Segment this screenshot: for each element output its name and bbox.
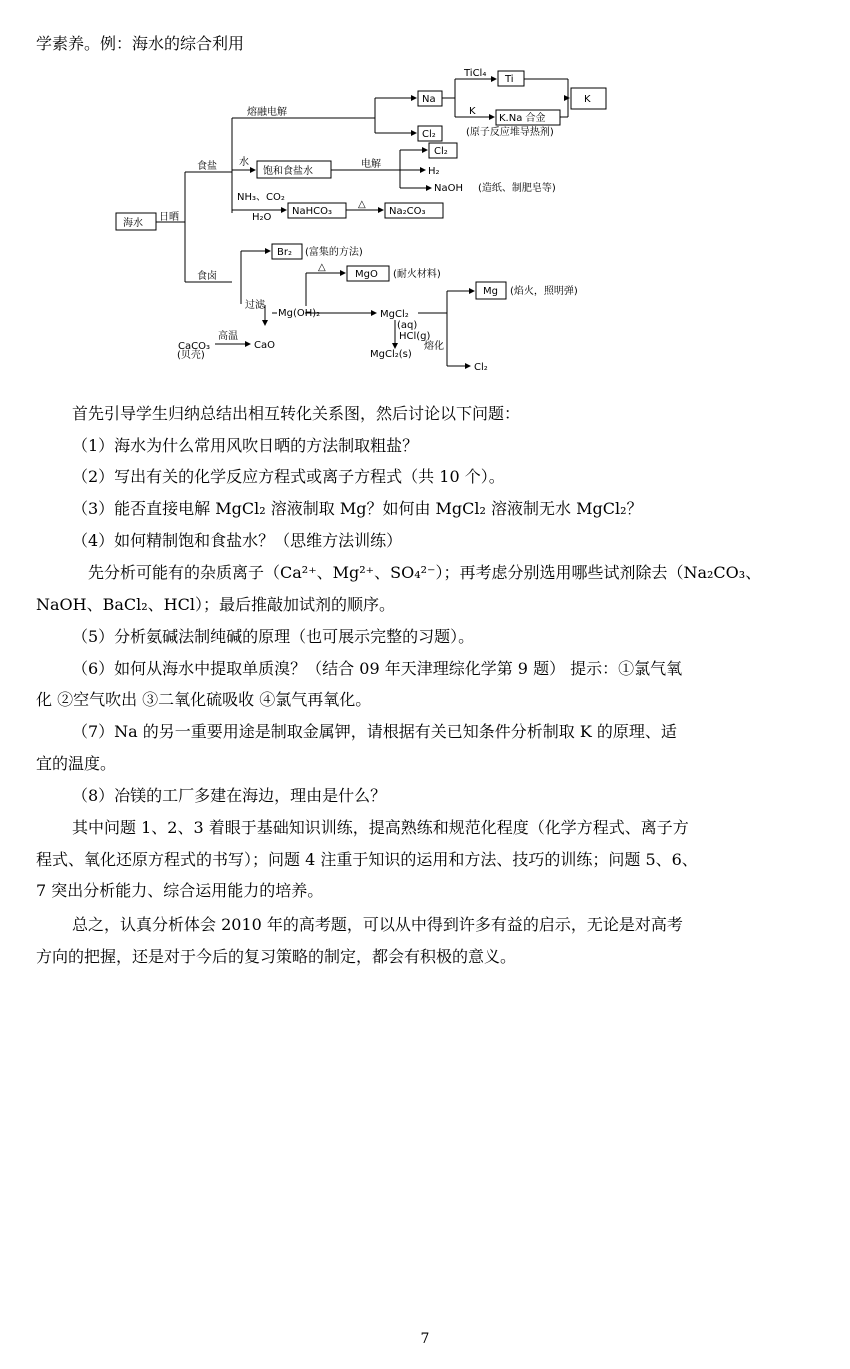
page-number: 7 bbox=[420, 1331, 430, 1347]
body-line-12: 宜的温度。 bbox=[36, 754, 117, 773]
intro-text: 学素养。例：海水的综合利用 bbox=[36, 34, 245, 53]
body-line-14: 其中问题 1、2、3 着眼于基础知识训练，提高熟练和规范化程度（化学方程式、离子方 bbox=[72, 818, 689, 837]
body-line-10: 化 ②空气吹出 ③二氧化硫吸收 ④氯气再氧化。 bbox=[36, 690, 372, 709]
mgcl2-aq-label: MgCl₂ bbox=[380, 309, 409, 320]
sun-dry-label: 日晒 bbox=[159, 212, 179, 223]
seawater-utilization-diagram bbox=[0, 0, 850, 400]
cl2-label: Cl₂ bbox=[422, 129, 436, 140]
nh3-co2-label: NH₃、CO₂ bbox=[237, 192, 285, 203]
high-temp-label: 高温 bbox=[218, 331, 238, 342]
sat-brine-label: 饱和食盐水 bbox=[263, 166, 313, 177]
k-label: K bbox=[469, 106, 476, 117]
body-line-5: （4）如何精制饱和食盐水？（思维方法训练） bbox=[72, 531, 403, 550]
kna-note-label: (原子反应堆导热剂) bbox=[466, 127, 554, 138]
cl2c-label: Cl₂ bbox=[474, 362, 488, 373]
br2-note-label: (富集的方法) bbox=[305, 247, 363, 258]
na-label: Na bbox=[422, 94, 436, 105]
heat2-label: △ bbox=[318, 262, 326, 273]
br2-label: Br₂ bbox=[277, 247, 292, 258]
mg-label: Mg bbox=[483, 286, 498, 297]
melt-label: 熔化 bbox=[424, 341, 444, 352]
h2o-label: H₂O bbox=[252, 212, 272, 223]
body-line-7: NaOH、BaCl₂、HCl）；最后推敲加试剂的顺序。 bbox=[36, 595, 395, 614]
body-line-3: （2）写出有关的化学反应方程式或离子方程式（共 10 个）。 bbox=[72, 467, 505, 486]
body-line-1: 首先引导学生归纳总结出相互转化关系图，然后讨论以下问题： bbox=[72, 404, 521, 423]
heat-label: △ bbox=[358, 199, 366, 210]
body-line-6: 先分析可能有的杂质离子（Ca²⁺、Mg²⁺、SO₄²⁻）；再考虑分别选用哪些试剂除去（Na₂CO₃、 bbox=[88, 563, 762, 582]
cl2b-label: Cl₂ bbox=[434, 146, 448, 157]
na2co3-label: Na₂CO₃ bbox=[389, 206, 426, 217]
body-line-17: 总之，认真分析体会 2010 年的高考题，可以从中得到许多有益的启示，无论是对高考 bbox=[72, 915, 683, 934]
naoh-note-label: (造纸、制肥皂等) bbox=[478, 183, 556, 194]
k-box-label: K bbox=[584, 94, 591, 105]
caco3-label: CaCO₃ bbox=[178, 341, 210, 352]
body-line-18: 方向的把握，还是对于今后的复习策略的制定，都会有积极的意义。 bbox=[36, 947, 517, 966]
brine-label: 食卤 bbox=[197, 271, 217, 282]
seawater-label: 海水 bbox=[123, 218, 143, 229]
mgoh2-label: Mg(OH)₂ bbox=[278, 308, 321, 319]
naoh-label: NaOH bbox=[434, 183, 463, 194]
nahco3-label: NaHCO₃ bbox=[292, 206, 332, 217]
aq-label: (aq) bbox=[397, 320, 418, 331]
mgcl2-s-label: MgCl₂(s) bbox=[370, 349, 412, 360]
salt-label: 食盐 bbox=[197, 161, 217, 172]
body-line-13: （8）冶镁的工厂多建在海边，理由是什么？ bbox=[72, 786, 387, 805]
mgo-label: MgO bbox=[355, 269, 378, 280]
ti-label: Ti bbox=[505, 74, 514, 85]
mgo-note-label: (耐火材料) bbox=[393, 269, 441, 280]
body-line-8: （5）分析氨碱法制纯碱的原理（也可展示完整的习题）。 bbox=[72, 627, 475, 646]
ticl4-label: TiCl₄ bbox=[464, 68, 487, 79]
body-line-11: （7）Na 的另一重要用途是制取金属钾，请根据有关已知条件分析制取 K 的原理、适 bbox=[72, 722, 677, 741]
body-line-2: （1）海水为什么常用风吹日晒的方法制取粗盐？ bbox=[72, 436, 419, 455]
h2-label: H₂ bbox=[428, 166, 440, 177]
water-label: 水 bbox=[239, 157, 249, 168]
electrolysis-melt-label: 熔融电解 bbox=[247, 107, 287, 118]
electrolysis-label: 电解 bbox=[361, 159, 381, 170]
body-line-15: 程式、氧化还原方程式的书写）；问题 4 注重于知识的运用和方法、技巧的训练；问题 5、6、 bbox=[36, 850, 698, 869]
filter-label: 过滤 bbox=[245, 300, 265, 311]
kna-alloy-label: K.Na 合金 bbox=[499, 113, 546, 124]
shell-label: (贝壳) bbox=[177, 350, 205, 361]
body-line-4: （3）能否直接电解 MgCl₂ 溶液制取 Mg？如何由 MgCl₂ 溶液制无水 MgCl₂？ bbox=[72, 499, 643, 518]
mg-note-label: (焰火，照明弹) bbox=[510, 286, 578, 297]
body-line-16: 7 突出分析能力、综合运用能力的培养。 bbox=[36, 881, 324, 900]
hcl-g-label: HCl(g) bbox=[399, 331, 431, 342]
body-line-9: （6）如何从海水中提取单质溴？（结合 09 年天津理综化学第 9 题） 提示：①氯气氧 bbox=[72, 659, 683, 678]
cao-label: CaO bbox=[254, 340, 275, 351]
